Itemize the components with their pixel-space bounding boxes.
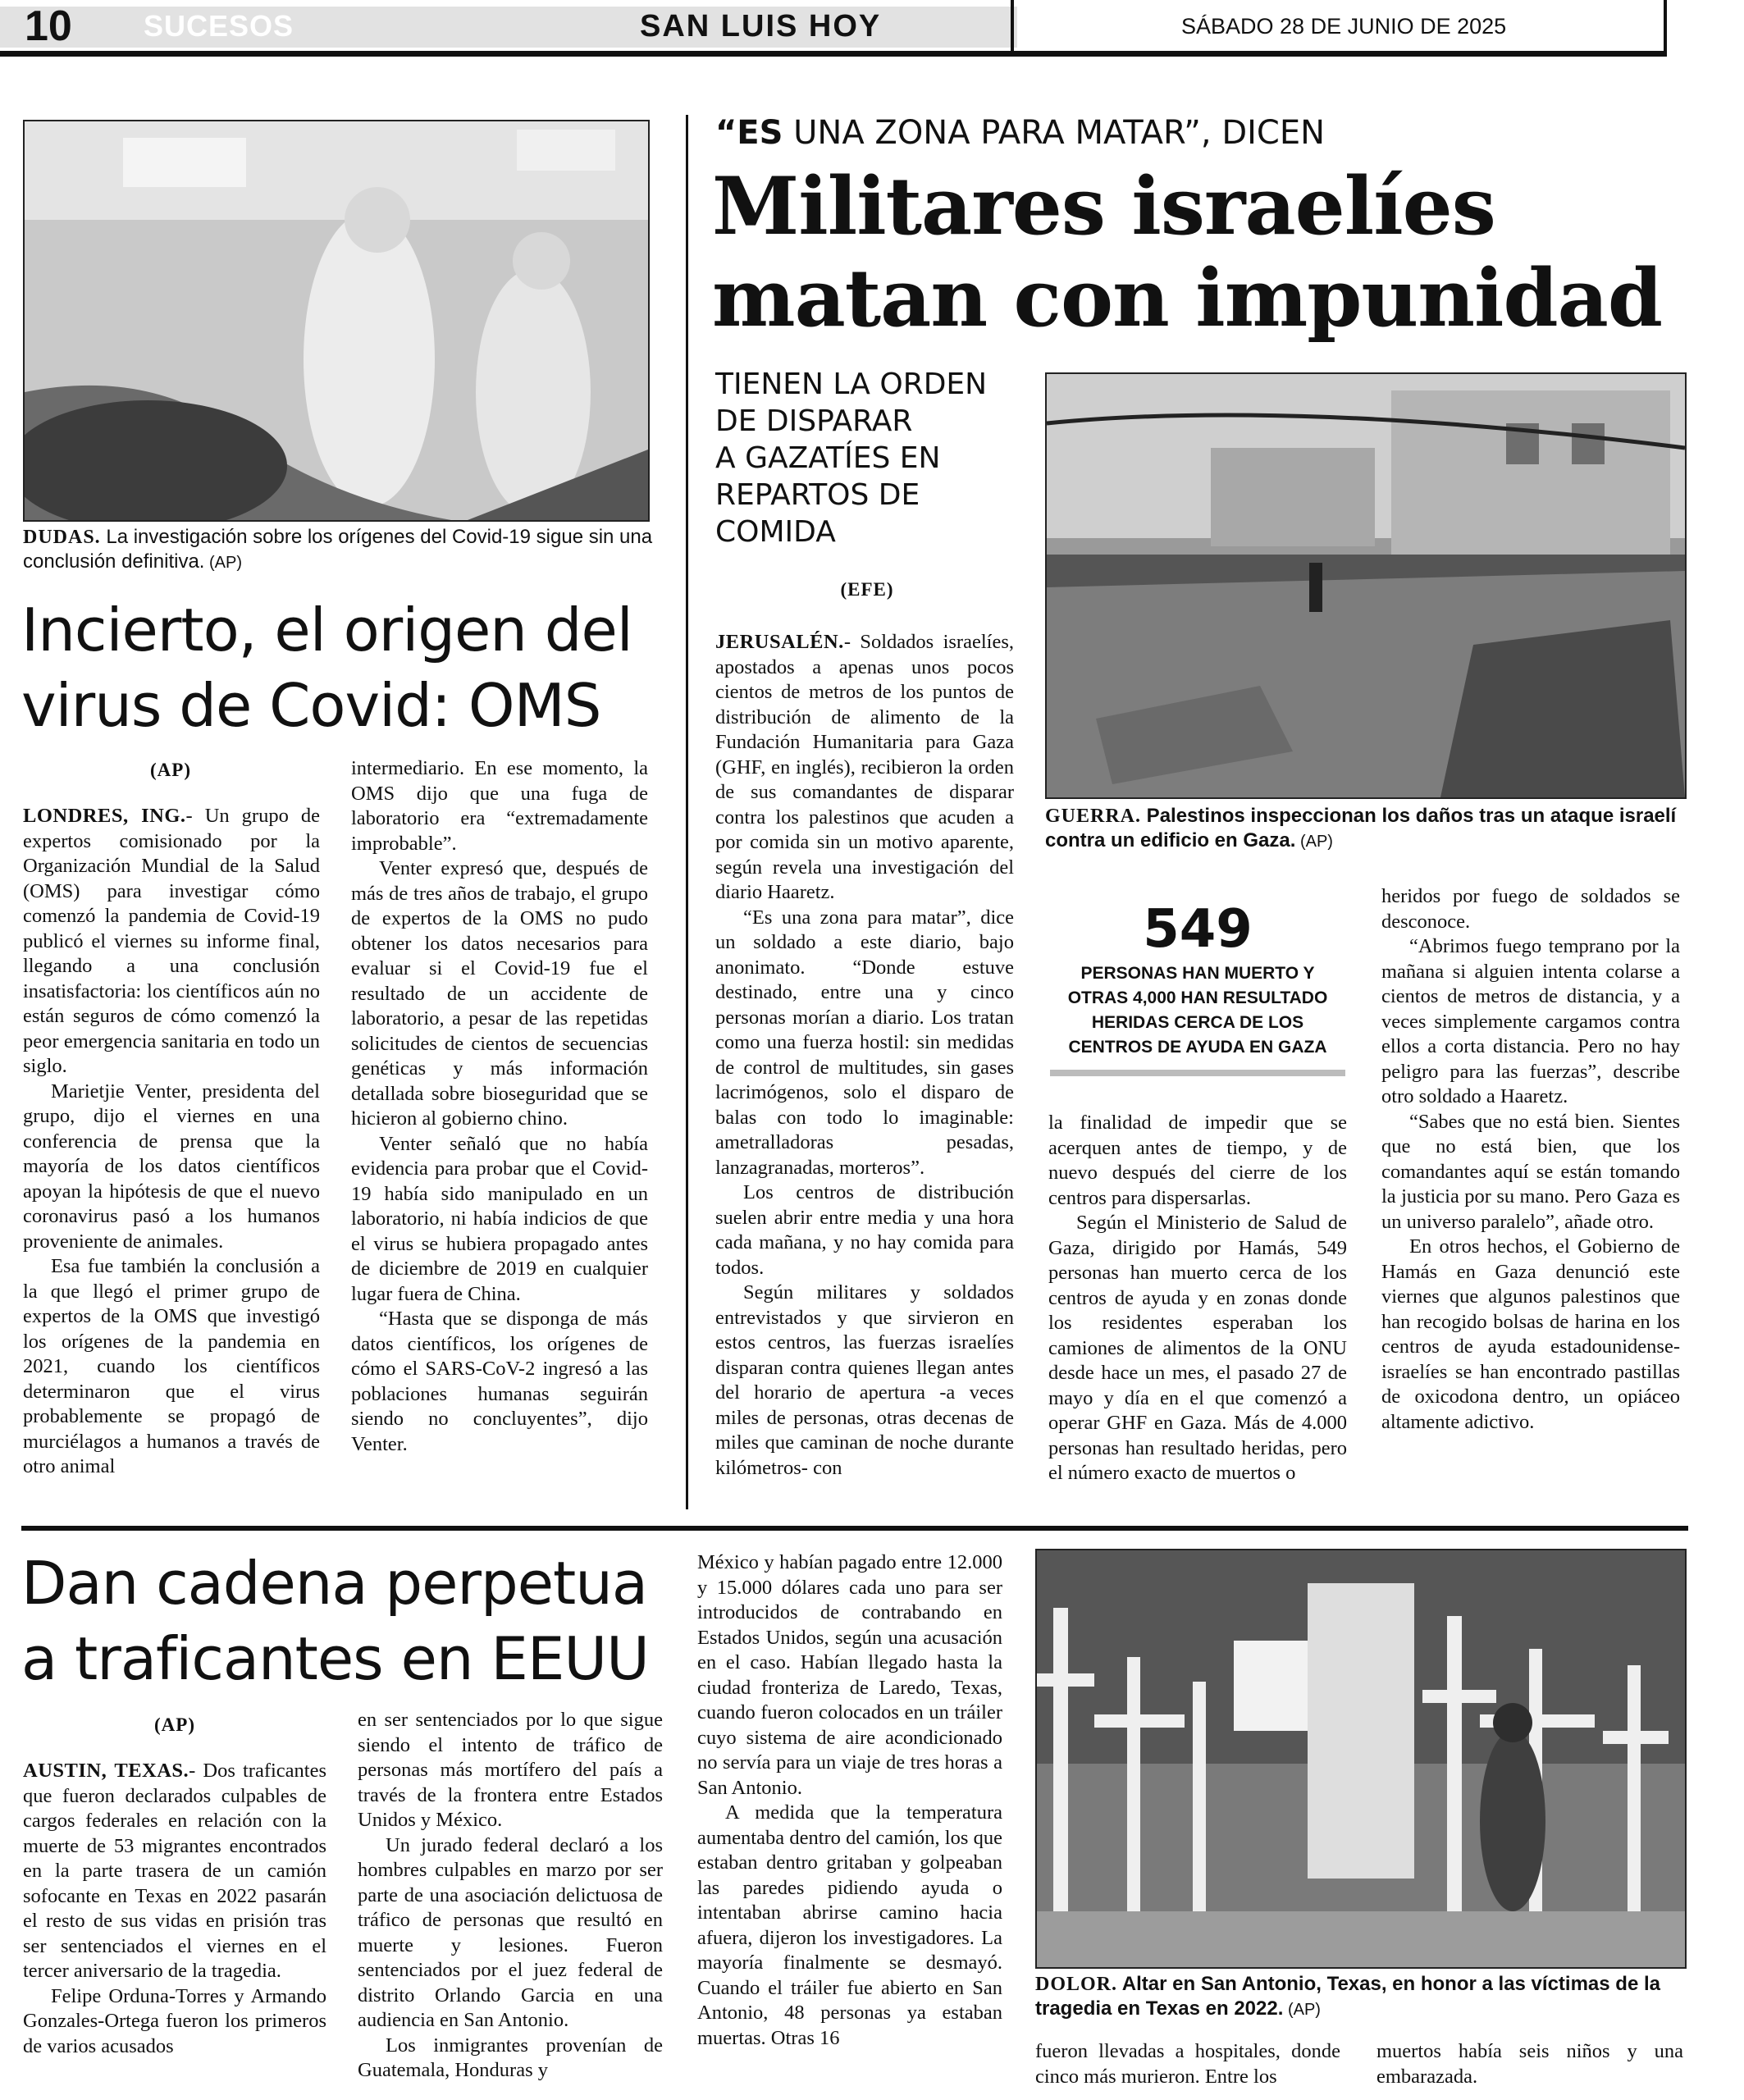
header-divider	[1011, 0, 1014, 52]
gaza-deck-line-2: DE DISPARAR	[715, 404, 913, 438]
gaza-deck	[715, 366, 1027, 550]
stat-underline	[1050, 1070, 1345, 1076]
covid-column-1	[23, 804, 320, 1480]
texas-column-4	[1035, 2039, 1340, 2089]
gaza-kicker	[715, 110, 1683, 156]
gaza-rubble-photo	[1045, 372, 1687, 799]
texas-photo-caption	[1035, 1972, 1683, 2022]
gaza-agency: (EFE)	[840, 579, 894, 600]
caption-credit: (AP)	[204, 554, 243, 572]
column-divider	[686, 115, 688, 1509]
covid-col1-p2: Marietjie Venter, presidenta del grupo, dijo el viernes en una conferencia de prensa que la mayoría de los datos científicos apoyan la hipótesis de que el nuevo coronavirus pasó a los humanos proveniente de animales.	[23, 1080, 320, 1253]
covid-col2-p4: “Hasta que se disponga de más datos científicos, los orígenes de cómo el SARS-CoV-2 ingresó a las poblaciones humanas seguirán siendo no concluyentes”, dijo Venter.	[351, 1308, 648, 1455]
covid-col2-p2: Venter expresó que, después de más de tres años de trabajo, el grupo de expertos de la OMS no pudo obtener los datos necesarios para evaluar si el Covid-19 fue el resultado de un accidente de laboratorio, a pesar de las repetidas solicitudes de cientos de secuencias genéticas y más información detallada sobre bioseguridad que se hicieron al gobierno chino.	[351, 857, 648, 1130]
gaza-column-2	[1048, 1111, 1347, 1486]
stat-number: 549	[1143, 899, 1253, 960]
gaza-photo-caption	[1045, 804, 1693, 854]
covid-agency: (AP)	[150, 760, 191, 780]
covid-col2-p3: Venter señaló que no había evidencia para probar que el Covid-19 había sido manipulado en un laboratorio, ni había indicios de que el virus se hubiera propagado antes de diciembre de 2019 en cualquier lugar fuera de China.	[351, 1132, 648, 1305]
gaza-col3-p3: “Sabes que no está bien. Sientes que no está bien, que los comandantes aquí se están tomando la justicia por su mano. Pero Gaza es un universo paralelo”, añade otro.	[1381, 1110, 1680, 1233]
gaza-kicker-bold: “ES	[715, 114, 783, 152]
texas-column-5	[1376, 2039, 1683, 2089]
covid-headline-line-1: Incierto, el origen del	[21, 596, 632, 664]
texas-col2-p2: Un jurado federal declaró a los hombres culpables en marzo por ser parte de una asociación delictuosa de tráfico de personas que resultó en muerte y lesiones. Fueron sentenciados por el juez federal de distrito Orlando Garcia en una audiencia en San Antonio.	[358, 1833, 663, 2031]
masthead: SAN LUIS HOY	[640, 9, 882, 43]
texas-dateline: AUSTIN, TEXAS.	[23, 1760, 189, 1782]
texas-column-1	[23, 1759, 326, 2059]
gaza-col3-p4: En otros hechos, el Gobierno de Hamás en Gaza denunció este viernes que algunos palestinos que han recogido bolsas de harina en los centros de ayuda estadounidense-israelíes se han encontrado pastillas de oxicodona dentro, un opiáceo altamente adictivo.	[1381, 1235, 1680, 1433]
header-date: SÁBADO 28 DE JUNIO DE 2025	[1181, 14, 1507, 39]
rubble-photo-icon	[1047, 374, 1685, 797]
page-number: 10	[25, 2, 72, 50]
gaza-headline	[712, 161, 1688, 345]
memorial-crosses-icon	[1037, 1550, 1685, 1967]
stat-text: PERSONAS HAN MUERTO Y OTRAS 4,000 HAN RESULTADO HERIDAS CERCA DE LOS CENTROS DE AYUDA EN GAZA	[1067, 964, 1328, 1057]
caption-label: DOLOR.	[1035, 1974, 1118, 1995]
gaza-headline-line-2: matan con impunidad	[712, 252, 1662, 345]
gaza-column-1	[715, 630, 1014, 1481]
texas-headline	[21, 1545, 678, 1696]
texas-column-2	[358, 1708, 663, 2084]
gaza-col3-p1: heridos por fuego de soldados se desconoce.	[1381, 885, 1680, 933]
caption-label: DUDAS.	[23, 527, 101, 548]
gaza-col1-p1: - Soldados israelíes, apostados a apenas unos pocos cientos de metros de los puntos de distribución de alimento de la Fundación Humanitaria para Gaza (GHF, en inglés), recibieron la orden de sus comandantes de disparar contra los palestinos que acuden a por comida sin un motivo aparente, según revela una investigación del diario Haaretz.	[715, 631, 1014, 903]
gaza-deck-line-1: TIENEN LA ORDEN	[715, 368, 988, 401]
covid-col2-p1: intermediario. En ese momento, la OMS dijo que una fuga de laboratorio era “extremadamente improbable”.	[351, 757, 648, 855]
gaza-column-3	[1381, 884, 1680, 1435]
texas-col5-p1: muertos había seis niños y una embarazada.	[1376, 2040, 1683, 2088]
covid-headline-line-2: virus de Covid: OMS	[21, 671, 601, 740]
hospital-photo-icon	[25, 121, 648, 520]
header-divider-right	[1664, 0, 1667, 52]
caption-text: Palestinos inspeccionan los daños tras un ataque israelí contra un edificio en Gaza.	[1045, 805, 1677, 851]
gaza-deck-line-4: REPARTOS DE	[715, 478, 920, 512]
gaza-deck-line-3: A GAZATÍES EN	[715, 441, 941, 475]
gaza-col1-p4: Según militares y soldados entrevistados y que sirvieron en estos centros, las fuerzas israelíes disparan contra quienes llegan antes del horario de apertura -a veces miles de personas, otras decenas de miles que caminan de noche durante kilómetros- con	[715, 1281, 1014, 1479]
caption-credit: (AP)	[1295, 833, 1333, 851]
texas-col2-p1: en ser sentenciados por lo que sigue siendo el intento de tráfico de personas más mortífero del país a través de la frontera entre Estados Unidos y México.	[358, 1709, 663, 1831]
covid-column-2	[351, 756, 648, 1457]
caption-label: GUERRA.	[1045, 806, 1142, 827]
gaza-col1-p3: Los centros de distribución suelen abrir entre media y una hora cada mañana, y no hay comida para todos.	[715, 1181, 1014, 1279]
caption-text: Altar en San Antonio, Texas, en honor a las víctimas de la tragedia en Texas en 2022.	[1035, 1973, 1660, 2020]
texas-headline-line-2: a traficantes en EEUU	[21, 1624, 649, 1693]
section-name: SUCESOS	[144, 9, 294, 43]
texas-headline-line-1: Dan cadena perpetua	[21, 1549, 648, 1618]
section-divider	[21, 1526, 1688, 1531]
gaza-col2-p2: Según el Ministerio de Salud de Gaza, dirigido por Hamás, 549 personas han muerto cerca de los centros de ayuda y en zonas donde los residentes esperaban los camiones de alimentos de la ONU desde hace un mes, el pasado 27 de mayo y día en el que comenzó a operar GHF en Gaza. Más de 4.000 personas han resultado heridas, pero el número exacto de muertos o	[1048, 1212, 1347, 1484]
caption-credit: (AP)	[1283, 2001, 1321, 2019]
page-header	[0, 0, 1667, 52]
texas-agency: (AP)	[154, 1714, 195, 1735]
covid-dateline: LONDRES, ING.	[23, 805, 186, 827]
gaza-headline-line-1: Militares israelíes	[712, 160, 1495, 253]
stat-box	[1050, 899, 1345, 1076]
header-rule	[0, 51, 1667, 57]
hospital-photo	[23, 120, 650, 522]
texas-col1-p1: - Dos traficantes que fueron declarados culpables de cargos federales en relación con la muerte de 53 migrantes encontrados en la parte trasera de un camión sofocante en Texas en 2022 pasarán el resto de sus vidas en prisión tras ser sentenciados el viernes en el tercer aniversario de la tragedia.	[23, 1760, 326, 1982]
covid-photo-caption	[23, 525, 655, 575]
gaza-col1-p2: “Es una zona para matar”, dice un soldado a este diario, bajo anonimato. “Donde estuve destinado, entre una y cinco personas morían a diario. Los tratan como una fuerza hostil: sin medidas de control de multitudes, sin gases lacrimógenos, solo el disparo de balas con todo lo imaginable: ametralladoras pesadas, lanzagranadas, morteros”.	[715, 906, 1014, 1179]
texas-col3-p1: México y habían pagado entre 12.000 y 15.000 dólares cada uno para ser introducidos de contrabando en Estados Unidos, según una acusación en el caso. Habían llegado hasta la ciudad fronteriza de Laredo, Texas, cuando fueron colocados en un tráiler cuyo sistema de aire acondicionado no servía para un viaje de tres horas a San Antonio.	[697, 1551, 1002, 1799]
gaza-dateline: JERUSALÉN.	[715, 631, 844, 653]
texas-col2-p3: Los inmigrantes provenían de Guatemala, Honduras y	[358, 2034, 663, 2081]
covid-col1-p1: - Un grupo de expertos comisionado por la Organización Mundial de la Salud (OMS) para investigar cómo comenzó la pandemia de Covid-19 publicó el viernes su informe final, llegando a una conclusión insatisfactoria: los científicos aún no están seguros de cómo comenzó la peor emergencia sanitaria en todo un siglo.	[23, 805, 320, 1077]
texas-col1-p2: Felipe Orduna-Torres y Armando Gonzales-Ortega fueron los primeros de varios acusados	[23, 1984, 326, 2057]
gaza-col2-p1: la finalidad de impedir que se acerquen antes de tiempo, y de nuevo después del cierre de los centros para dispersarlas.	[1048, 1112, 1347, 1209]
covid-col1-p3: Esa fue también la conclusión a la que llegó el primer grupo de expertos de la OMS que investigó los orígenes de la pandemia en 2021, cuando los científicos determinaron que el virus probablemente se propagó de murciélagos a humanos a través de otro animal	[23, 1255, 320, 1477]
texas-col4-p1: fueron llevadas a hospitales, donde cinco más murieron. Entre los	[1035, 2040, 1340, 2088]
gaza-kicker-rest: UNA ZONA PARA MATAR”, DICEN	[783, 114, 1326, 152]
texas-column-3	[697, 1550, 1002, 2051]
covid-headline	[21, 592, 669, 743]
memorial-photo	[1035, 1549, 1687, 1969]
caption-text: La investigación sobre los orígenes del Covid-19 sigue sin una conclusión definitiva.	[23, 526, 653, 573]
texas-col3-p2: A medida que la temperatura aumentaba dentro del camión, los que estaban dentro gritaban y golpeaban las paredes pidiendo ayuda o intentaban abrirse camino hacia afuera, dijeron los investigadores. La mayoría finalmente se desmayó. Cuando el tráiler fue abierto en San Antonio, 48 personas ya estaban muertas. Otras 16	[697, 1801, 1002, 2049]
gaza-deck-line-5: COMIDA	[715, 515, 836, 549]
gaza-col3-p2: “Abrimos fuego temprano por la mañana si alguien intenta colarse a cientos de metros de distancia, y a veces simplemente cargamos contra ellos a corta distancia. Pero no hay peligro para las fuerzas”, describe otro soldado a Haaretz.	[1381, 935, 1680, 1107]
